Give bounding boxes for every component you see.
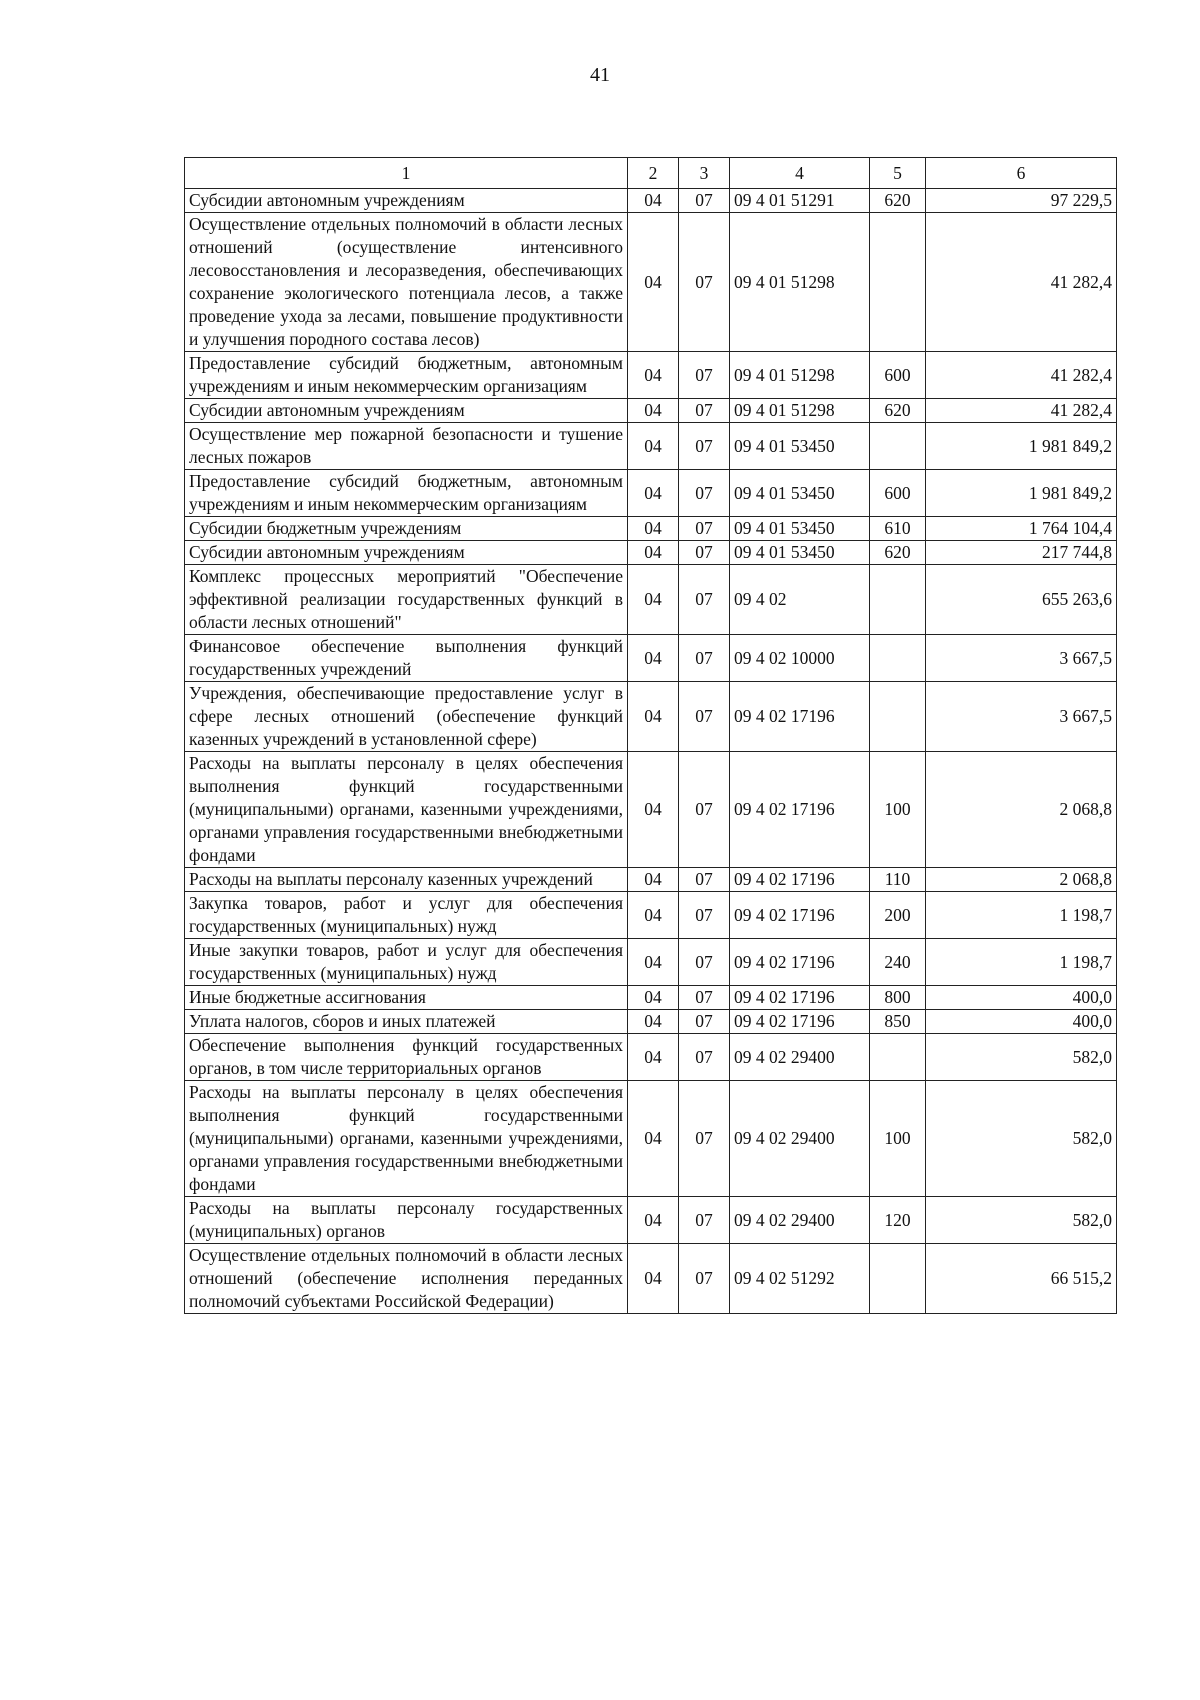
row-amount-cell: 217 744,8 [926, 541, 1117, 565]
row-amount-cell: 1 198,7 [926, 939, 1117, 986]
row-csr-cell: 09 4 02 17196 [730, 682, 870, 752]
row-subsection-cell: 07 [679, 1197, 730, 1244]
row-amount-cell: 66 515,2 [926, 1244, 1117, 1314]
budget-table [184, 157, 1117, 1314]
row-section-cell: 04 [628, 352, 679, 399]
row-section-cell: 04 [628, 939, 679, 986]
row-name-cell: Уплата налогов, сборов и иных платежей [185, 1010, 628, 1034]
row-amount-cell: 1 981 849,2 [926, 470, 1117, 517]
row-csr-cell: 09 4 01 51298 [730, 213, 870, 352]
row-subsection-cell: 07 [679, 939, 730, 986]
row-section-cell: 04 [628, 423, 679, 470]
row-amount-cell: 400,0 [926, 1010, 1117, 1034]
table-row [185, 1010, 1117, 1034]
row-subsection-cell: 07 [679, 986, 730, 1010]
row-csr-cell: 09 4 02 29400 [730, 1197, 870, 1244]
row-vr-cell: 100 [870, 1081, 926, 1197]
row-section-cell: 04 [628, 470, 679, 517]
row-csr-cell: 09 4 02 17196 [730, 868, 870, 892]
row-csr-cell: 09 4 02 17196 [730, 939, 870, 986]
row-csr-cell: 09 4 01 53450 [730, 423, 870, 470]
row-csr-cell: 09 4 02 29400 [730, 1081, 870, 1197]
row-section-cell: 04 [628, 541, 679, 565]
column-header: 2 [628, 158, 679, 189]
row-vr-cell: 620 [870, 541, 926, 565]
row-amount-cell: 2 068,8 [926, 868, 1117, 892]
row-amount-cell: 97 229,5 [926, 189, 1117, 213]
row-subsection-cell: 07 [679, 635, 730, 682]
row-subsection-cell: 07 [679, 1081, 730, 1197]
row-subsection-cell: 07 [679, 470, 730, 517]
row-csr-cell: 09 4 02 51292 [730, 1244, 870, 1314]
row-section-cell: 04 [628, 1010, 679, 1034]
row-name-cell: Обеспечение выполнения функций государственных органов, в том числе территориальных органов [185, 1034, 628, 1081]
row-csr-cell: 09 4 01 51298 [730, 352, 870, 399]
row-csr-cell: 09 4 02 17196 [730, 892, 870, 939]
row-name-cell: Осуществление отдельных полномочий в области лесных отношений (осуществление интенсивного лесовосстановления и лесоразведения, обеспечивающих сохранение экологического потенциала лесов, а также проведение ухода за лесами, повышение продуктивности и улучшения породного состава лесов) [185, 213, 628, 352]
table-row [185, 213, 1117, 352]
table-row [185, 1034, 1117, 1081]
row-subsection-cell: 07 [679, 752, 730, 868]
column-header: 6 [926, 158, 1117, 189]
row-vr-cell: 100 [870, 752, 926, 868]
row-section-cell: 04 [628, 399, 679, 423]
table-row [185, 752, 1117, 868]
row-amount-cell: 3 667,5 [926, 682, 1117, 752]
row-csr-cell: 09 4 02 [730, 565, 870, 635]
row-section-cell: 04 [628, 682, 679, 752]
row-vr-cell [870, 565, 926, 635]
row-subsection-cell: 07 [679, 352, 730, 399]
row-name-cell: Субсидии автономным учреждениям [185, 399, 628, 423]
row-vr-cell: 610 [870, 517, 926, 541]
table-row [185, 189, 1117, 213]
table-row [185, 1081, 1117, 1197]
row-amount-cell: 41 282,4 [926, 399, 1117, 423]
row-subsection-cell: 07 [679, 213, 730, 352]
row-name-cell: Расходы на выплаты персоналу государственных (муниципальных) органов [185, 1197, 628, 1244]
row-name-cell: Расходы на выплаты персоналу в целях обеспечения выполнения функций государственными (муниципальными) органами, казенными учреждениями, органами управления государственными внебюджетными фондами [185, 1081, 628, 1197]
row-section-cell: 04 [628, 752, 679, 868]
row-csr-cell: 09 4 02 17196 [730, 1010, 870, 1034]
table-row [185, 635, 1117, 682]
row-section-cell: 04 [628, 892, 679, 939]
row-vr-cell: 800 [870, 986, 926, 1010]
row-vr-cell: 600 [870, 470, 926, 517]
table-row [185, 541, 1117, 565]
row-csr-cell: 09 4 01 53450 [730, 517, 870, 541]
row-amount-cell: 41 282,4 [926, 352, 1117, 399]
row-section-cell: 04 [628, 635, 679, 682]
row-section-cell: 04 [628, 1081, 679, 1197]
row-name-cell: Субсидии бюджетным учреждениям [185, 517, 628, 541]
row-section-cell: 04 [628, 1244, 679, 1314]
row-section-cell: 04 [628, 213, 679, 352]
row-name-cell: Финансовое обеспечение выполнения функций государственных учреждений [185, 635, 628, 682]
row-section-cell: 04 [628, 1034, 679, 1081]
row-vr-cell [870, 1034, 926, 1081]
table-row [185, 939, 1117, 986]
row-amount-cell: 1 198,7 [926, 892, 1117, 939]
table-row [185, 1197, 1117, 1244]
table-row [185, 423, 1117, 470]
row-subsection-cell: 07 [679, 517, 730, 541]
table-row [185, 986, 1117, 1010]
row-csr-cell: 09 4 01 51291 [730, 189, 870, 213]
row-name-cell: Субсидии автономным учреждениям [185, 189, 628, 213]
row-vr-cell [870, 423, 926, 470]
row-subsection-cell: 07 [679, 565, 730, 635]
table-row [185, 399, 1117, 423]
column-header: 4 [730, 158, 870, 189]
row-vr-cell: 110 [870, 868, 926, 892]
row-amount-cell: 3 667,5 [926, 635, 1117, 682]
table-row [185, 565, 1117, 635]
row-subsection-cell: 07 [679, 1244, 730, 1314]
table-row [185, 470, 1117, 517]
row-vr-cell: 200 [870, 892, 926, 939]
row-subsection-cell: 07 [679, 682, 730, 752]
column-header: 1 [185, 158, 628, 189]
row-amount-cell: 655 263,6 [926, 565, 1117, 635]
row-amount-cell: 2 068,8 [926, 752, 1117, 868]
row-subsection-cell: 07 [679, 423, 730, 470]
table-header-row [185, 158, 1117, 189]
row-name-cell: Комплекс процессных мероприятий "Обеспечение эффективной реализации государственных функций в области лесных отношений" [185, 565, 628, 635]
row-name-cell: Предоставление субсидий бюджетным, автономным учреждениям и иным некоммерческим организациям [185, 352, 628, 399]
row-vr-cell [870, 213, 926, 352]
table-body [185, 189, 1117, 1314]
row-vr-cell: 620 [870, 399, 926, 423]
table-row [185, 868, 1117, 892]
row-name-cell: Иные бюджетные ассигнования [185, 986, 628, 1010]
row-amount-cell: 1 981 849,2 [926, 423, 1117, 470]
row-vr-cell: 600 [870, 352, 926, 399]
row-amount-cell: 41 282,4 [926, 213, 1117, 352]
row-name-cell: Закупка товаров, работ и услуг для обеспечения государственных (муниципальных) нужд [185, 892, 628, 939]
row-csr-cell: 09 4 02 10000 [730, 635, 870, 682]
row-section-cell: 04 [628, 1197, 679, 1244]
row-name-cell: Субсидии автономным учреждениям [185, 541, 628, 565]
row-amount-cell: 1 764 104,4 [926, 517, 1117, 541]
row-vr-cell: 850 [870, 1010, 926, 1034]
row-vr-cell: 240 [870, 939, 926, 986]
row-amount-cell: 582,0 [926, 1034, 1117, 1081]
row-subsection-cell: 07 [679, 399, 730, 423]
row-vr-cell [870, 1244, 926, 1314]
table-row [185, 892, 1117, 939]
row-vr-cell: 120 [870, 1197, 926, 1244]
row-amount-cell: 400,0 [926, 986, 1117, 1010]
row-csr-cell: 09 4 02 29400 [730, 1034, 870, 1081]
row-subsection-cell: 07 [679, 868, 730, 892]
row-subsection-cell: 07 [679, 541, 730, 565]
row-name-cell: Иные закупки товаров, работ и услуг для обеспечения государственных (муниципальных) нужд [185, 939, 628, 986]
row-name-cell: Предоставление субсидий бюджетным, автономным учреждениям и иным некоммерческим организациям [185, 470, 628, 517]
column-header: 5 [870, 158, 926, 189]
row-subsection-cell: 07 [679, 1034, 730, 1081]
row-section-cell: 04 [628, 565, 679, 635]
table-row [185, 352, 1117, 399]
row-name-cell: Учреждения, обеспечивающие предоставление услуг в сфере лесных отношений (обеспечение функций казенных учреждений в установленной сфере) [185, 682, 628, 752]
row-section-cell: 04 [628, 189, 679, 213]
row-csr-cell: 09 4 02 17196 [730, 986, 870, 1010]
row-section-cell: 04 [628, 986, 679, 1010]
row-name-cell: Осуществление отдельных полномочий в области лесных отношений (обеспечение исполнения переданных полномочий субъектами Российской Федерации) [185, 1244, 628, 1314]
table-row [185, 1244, 1117, 1314]
table-row [185, 517, 1117, 541]
row-vr-cell: 620 [870, 189, 926, 213]
row-name-cell: Расходы на выплаты персоналу в целях обеспечения выполнения функций государственными (муниципальными) органами, казенными учреждениями, органами управления государственными внебюджетными фондами [185, 752, 628, 868]
table-row [185, 682, 1117, 752]
row-name-cell: Расходы на выплаты персоналу казенных учреждений [185, 868, 628, 892]
row-subsection-cell: 07 [679, 892, 730, 939]
row-section-cell: 04 [628, 868, 679, 892]
row-csr-cell: 09 4 01 51298 [730, 399, 870, 423]
page-number: 41 [590, 64, 610, 86]
row-amount-cell: 582,0 [926, 1081, 1117, 1197]
row-csr-cell: 09 4 02 17196 [730, 752, 870, 868]
row-csr-cell: 09 4 01 53450 [730, 541, 870, 565]
row-subsection-cell: 07 [679, 1010, 730, 1034]
row-amount-cell: 582,0 [926, 1197, 1117, 1244]
row-csr-cell: 09 4 01 53450 [730, 470, 870, 517]
row-vr-cell [870, 682, 926, 752]
row-subsection-cell: 07 [679, 189, 730, 213]
column-header: 3 [679, 158, 730, 189]
row-name-cell: Осуществление мер пожарной безопасности и тушение лесных пожаров [185, 423, 628, 470]
row-vr-cell [870, 635, 926, 682]
row-section-cell: 04 [628, 517, 679, 541]
